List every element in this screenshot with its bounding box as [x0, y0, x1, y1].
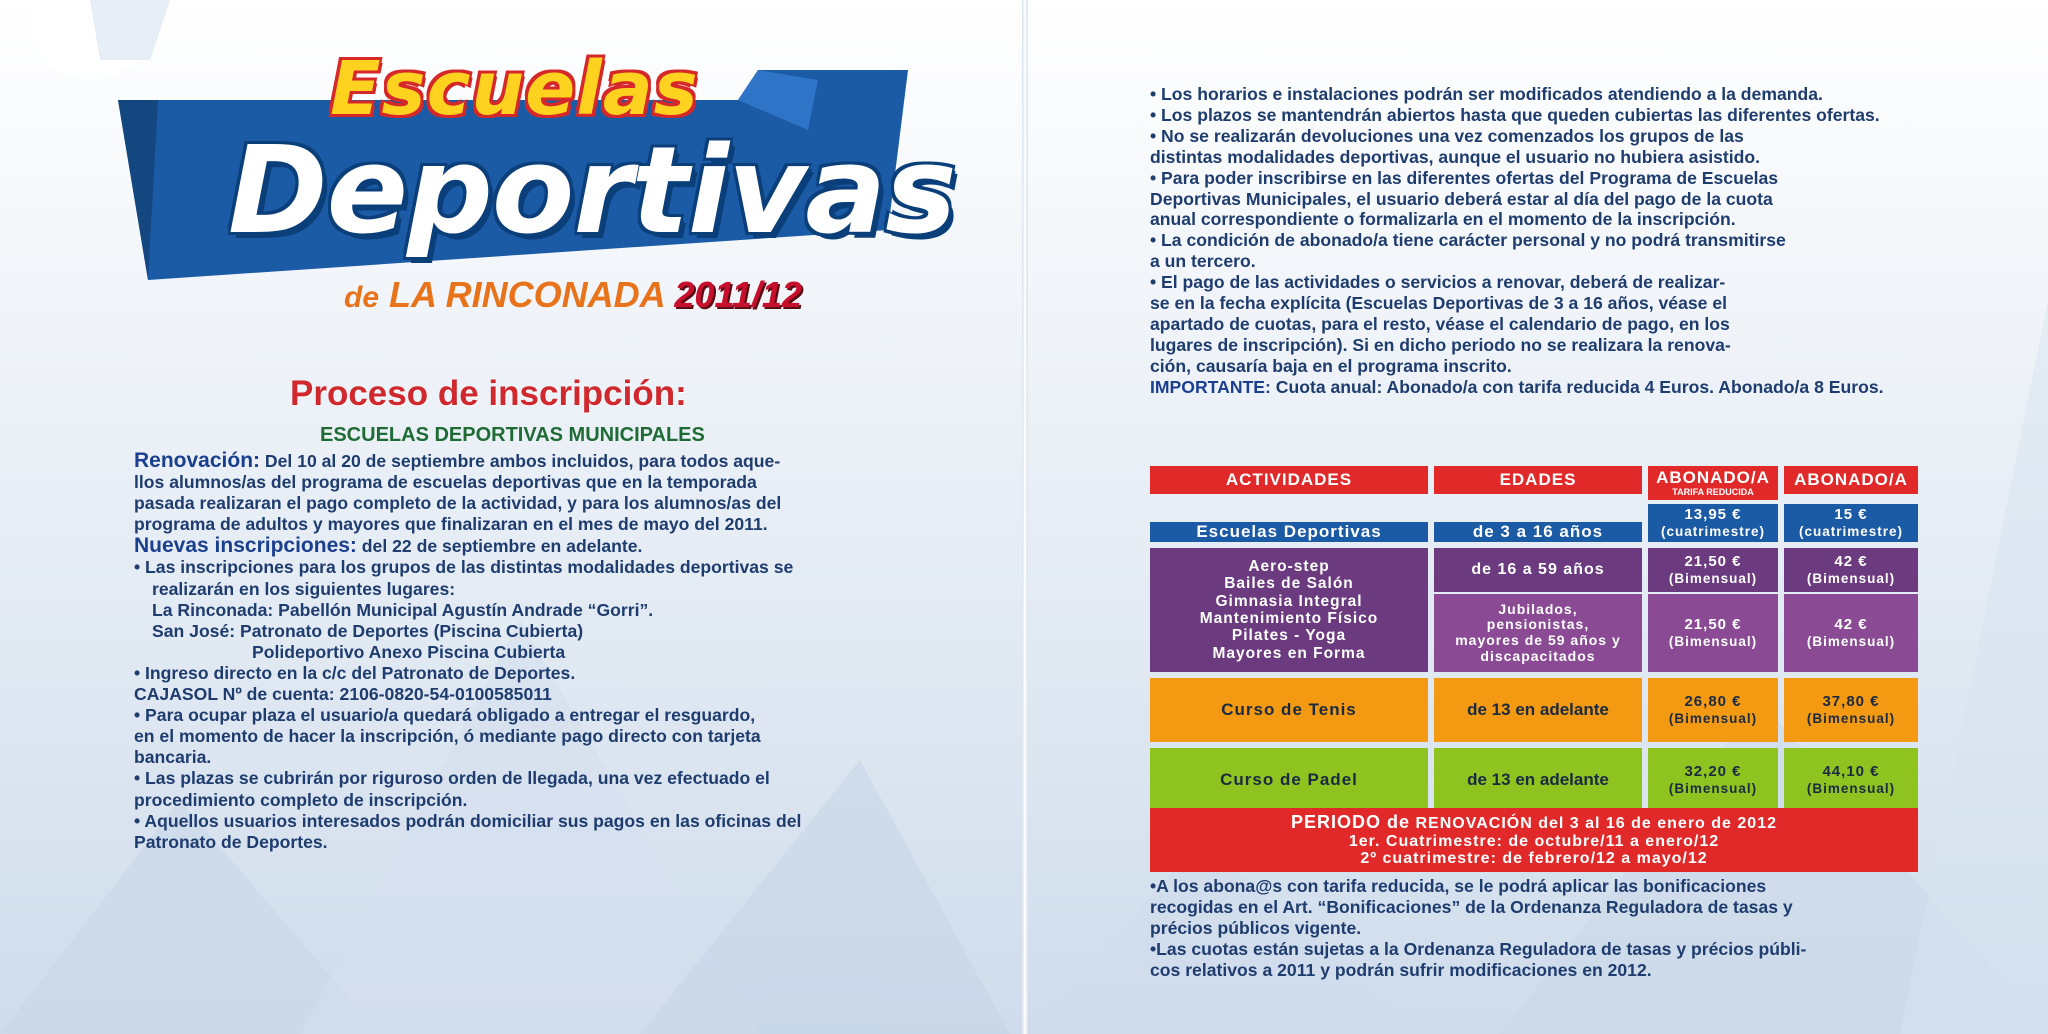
- row-escuelas-age: de 3 a 16 años: [1434, 522, 1642, 542]
- text-line: lugares de inscripción). Si en dicho periodo no se realizara la renova-: [1150, 334, 1731, 355]
- section-subheading: ESCUELAS DEPORTIVAS MUNICIPALES: [320, 424, 705, 446]
- text-line: en el momento de hacer la inscripción, ó mediante pago directo con tarjeta: [134, 726, 761, 747]
- text-line: • El pago de las actividades o servicios a renovar, deberá de realizar-: [1150, 272, 1726, 293]
- text-line: se en la fecha explícita (Escuelas Deportivas de 3 a 16 años, véase el: [1150, 293, 1727, 314]
- tarifa-reducida-label: TARIFA REDUCIDA: [1672, 487, 1754, 498]
- row-tenis-age: de 13 en adelante: [1434, 678, 1642, 742]
- text-line: • Los plazos se mantendrán abiertos hasta que queden cubiertas las diferentes ofertas.: [1150, 104, 1880, 125]
- periodo-title: PERIODO de RENOVACIÓN del 3 al 16 de enero de 2012: [1291, 811, 1777, 832]
- header-actividades: ACTIVIDADES: [1150, 466, 1428, 494]
- text-line: programa de adultos y mayores que finalizaran en el mes de mayo del 2011.: [134, 514, 768, 535]
- left-page: [0, 0, 1020, 1034]
- row-padel-price: 44,10 € (Bimensual): [1784, 748, 1918, 812]
- important-label: IMPORTANTE:: [1150, 376, 1271, 397]
- text-line: Nuevas inscripciones: del 22 de septiembre en adelante.: [134, 534, 643, 558]
- text-line: Renovación: Del 10 al 20 de septiembre ambos incluidos, para todos aque-: [134, 449, 781, 472]
- header-edades: EDADES: [1434, 466, 1642, 494]
- row-padel-age: de 13 en adelante: [1434, 748, 1642, 812]
- row-padel-name: Curso de Padel: [1150, 748, 1428, 812]
- row-adultos-age1: de 16 a 59 años: [1434, 548, 1642, 592]
- text-line: • Para ocupar plaza el usuario/a quedará obligado a entregar el resguardo,: [134, 705, 756, 726]
- text-line: • Para poder inscribirse en las diferentes ofertas del Programa de Escuelas: [1150, 167, 1779, 188]
- periodo-renovacion: [1150, 808, 1918, 872]
- text-line: realizarán en los siguientes lugares:: [152, 578, 456, 599]
- text-line: •A los abona@s con tarifa reducida, se le podrá aplicar las bonificaciones: [1150, 876, 1767, 896]
- periodo-line3: 2º cuatrimestre: de febrero/12 a mayo/12: [1360, 850, 1708, 868]
- keyword: Renovación:: [134, 449, 261, 472]
- text-line: cos relativos a 2011 y podrán sufrir modificaciones en 2012.: [1150, 959, 1652, 980]
- text-line: Patronato de Deportes.: [134, 831, 328, 852]
- row-adultos-price2: 42 € (Bimensual): [1784, 594, 1918, 672]
- row-adultos-activities: Aero-step Bailes de Salón Gimnasia Integral Mantenimiento Físico Pilates - Yoga Mayores en Forma: [1150, 548, 1428, 672]
- left-body: [134, 450, 904, 853]
- row-tenis-price: 37,80 € (Bimensual): [1784, 678, 1918, 742]
- row-adultos-price2-reduced: 21,50 € (Bimensual): [1648, 594, 1778, 672]
- row-adultos-age2: Jubilados, pensionistas, mayores de 59 años y discapacitados: [1434, 594, 1642, 672]
- header-abonado-reducida: ABONADO/A TARIFA REDUCIDA: [1648, 466, 1778, 500]
- title-place: LA RINCONADA: [389, 274, 665, 315]
- title-deportivas: Deportivas: [228, 122, 956, 261]
- row-escuelas-price: 15 € (cuatrimestre): [1784, 504, 1918, 542]
- keyword: Nuevas inscripciones:: [134, 534, 357, 558]
- text-line: • Las plazas se cubrirán por riguroso orden de llegada, una vez efectuado el: [134, 768, 770, 789]
- title-year: 2011/12: [674, 274, 802, 315]
- text-line: CAJASOL Nº de cuenta: 2106-0820-54-0100585011: [134, 684, 552, 705]
- row-adultos-price1: 42 € (Bimensual): [1784, 548, 1918, 592]
- text-line: • Ingreso directo en la c/c del Patronato de Deportes.: [134, 662, 576, 683]
- text-line: ción, causaría baja en el programa inscrito.: [1150, 355, 1512, 376]
- text-line: apartado de cuotas, para el resto, véase el calendario de pago, en los: [1150, 313, 1730, 334]
- text-line: bancaria.: [134, 747, 212, 768]
- row-padel-price-reduced: 32,20 € (Bimensual): [1648, 748, 1778, 812]
- section-heading: Proceso de inscripción:: [290, 374, 687, 413]
- text-line: précios públicos vigente.: [1150, 917, 1362, 938]
- text-line: Polideportivo Anexo Piscina Cubierta: [252, 641, 566, 662]
- text-line: procedimiento completo de inscripción.: [134, 789, 468, 810]
- text-line: distintas modalidades deportivas, aunque el usuario no hubiera asistido.: [1150, 146, 1761, 167]
- text-line: La Rinconada: Pabellón Municipal Agustín Andrade “Gorri”.: [152, 599, 654, 620]
- right-footer: [1150, 876, 1920, 981]
- text-line: llos alumnos/as del programa de escuelas deportivas que en la temporada: [134, 472, 757, 493]
- text-line: anual correspondiente o formalizarla en el momento de la inscripción.: [1150, 209, 1736, 230]
- title-escuelas: Escuelas: [330, 46, 699, 132]
- title-de: de: [344, 281, 380, 314]
- page-fold: [1022, 0, 1028, 1034]
- important-note: IMPORTANTE: Cuota anual: Abonado/a con tarifa reducida 4 Euros. Abonado/a 8 Euros.: [1150, 376, 1884, 397]
- periodo-line2: 1er. Cuatrimestre: de octubre/11 a enero/12: [1348, 832, 1720, 850]
- row-escuelas-name: Escuelas Deportivas: [1150, 522, 1428, 542]
- row-escuelas-price-reduced: 13,95 € (cuatrimestre): [1648, 504, 1778, 542]
- row-tenis-price-reduced: 26,80 € (Bimensual): [1648, 678, 1778, 742]
- row-tenis-name: Curso de Tenis: [1150, 678, 1428, 742]
- right-body: [1150, 84, 1920, 398]
- text-line: a un tercero.: [1150, 251, 1256, 272]
- text-line: Deportivas Municipales, el usuario deberá estar al día del pago de la cuota: [1150, 188, 1773, 209]
- text-line: San José: Patronato de Deportes (Piscina Cubierta): [152, 620, 584, 641]
- text-line: • Aquellos usuarios interesados podrán domiciliar sus pagos en las oficinas del: [134, 810, 802, 831]
- header-abonado: ABONADO/A: [1784, 466, 1918, 494]
- text-line: •Las cuotas están sujetas a la Ordenanza Reguladora de tasas y précios públi-: [1150, 938, 1807, 959]
- text-line: pasada realizaran el pago completo de la actividad, y para los alumnos/as del: [134, 493, 782, 514]
- fees-table: [1150, 466, 1918, 872]
- text-line: • Los horarios e instalaciones podrán ser modificados atendiendo a la demanda.: [1150, 84, 1823, 104]
- text-line: • Las inscripciones para los grupos de las distintas modalidades deportivas se: [134, 557, 794, 578]
- text-line: • La condición de abonado/a tiene carácter personal y no podrá transmitirse: [1150, 230, 1786, 251]
- text-line: • No se realizarán devoluciones una vez comenzados los grupos de las: [1150, 125, 1744, 146]
- title-subtitle: [344, 274, 802, 316]
- text-line: recogidas en el Art. “Bonificaciones” de la Ordenanza Reguladora de tasas y: [1150, 896, 1793, 917]
- row-adultos-price1-reduced: 21,50 € (Bimensual): [1648, 548, 1778, 592]
